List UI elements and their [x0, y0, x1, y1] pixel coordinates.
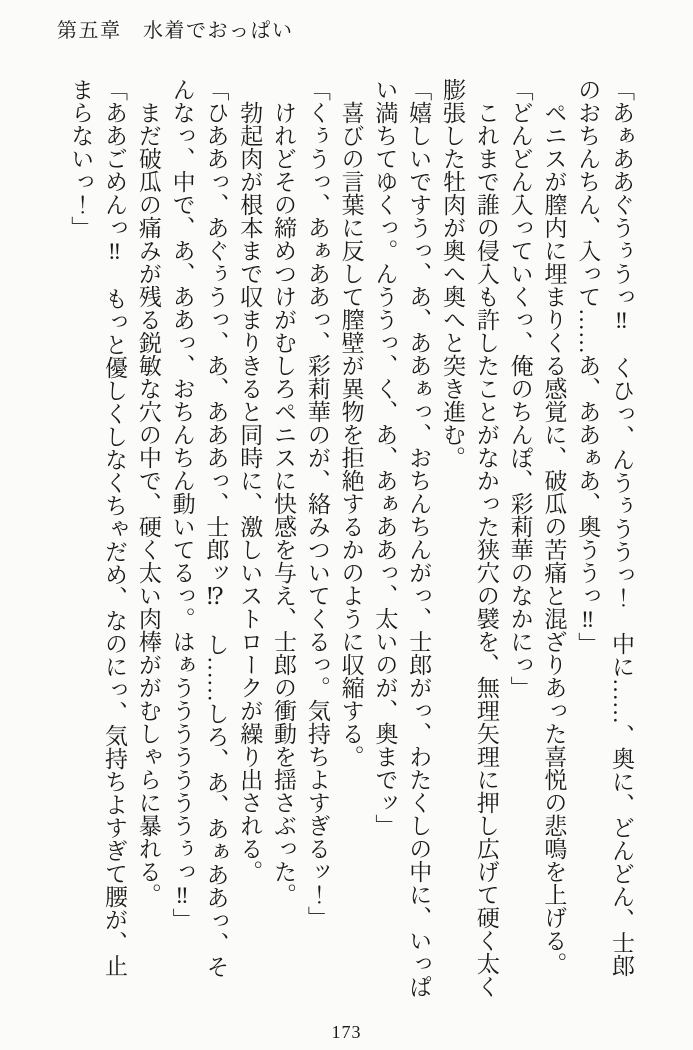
paragraph-narration: ペニスが膣内に埋まりくる感覚に、破瓜の苦痛と混ざりあった喜悦の悲鳴を上げる。 [541, 101, 567, 975]
paragraph-dialogue: 「ああごめんっ‼ もっと優しくしなくちゃだめ、なのにっ、気持ちよすぎて腰が、止まらないっ！」 [68, 78, 128, 977]
paragraph-dialogue: 「嬉しいですうっ、あ、ああぁっ、おちんちんがっ、士郎がっ、わたくしの中に、いっぱい満ちてゆくっ。んううっ、く、あ、あぁああっ、太いのが、奥までッ」 [372, 78, 432, 998]
paragraph-narration: 喜びの言葉に反して膣壁が異物を拒絶するかのように収縮する。 [338, 101, 364, 768]
chapter-header: 第五章 水着でおっぱい [57, 20, 294, 42]
paragraph-narration: けれどその締めつけがむしろペニスに快感を与え、士郎の衝動を揺さぶった。 [271, 101, 297, 906]
paragraph-dialogue: 「ひああっ、あぐぅうっ、あ、あああっ、士郎ッ⁉ し……しろ、あ、あぁああっ、そんなっ、中で、あ、ああっ、おちんちん動いてるっ。はぁうううううううぅっ‼」 [169, 78, 229, 978]
body-text [62, 78, 638, 999]
paragraph-narration: これまで誰の侵入も許したことがなかった狭穴の襞を、無理矢理に押し広げて硬く太く膨張した牡肉が奥へ奥へと突き進む。 [440, 78, 499, 998]
paragraph-dialogue: 「くぅうっ、あぁああっ、彩莉華のが、絡みついてくるっ。気持ちよすぎるッ！」 [304, 78, 330, 929]
paragraph-dialogue: 「あぁああぐうぅうっ‼ くひっ、んうぅううっ！ 中に……、奥に、どんどん、士郎のおちんちん、入って……あ、ああぁあ、奥ううっ‼」 [575, 78, 634, 977]
paragraph-dialogue: 「どんどん入っていくっ、俺のちんぽ、彩莉華のなかにっ」 [507, 78, 533, 699]
page-number: 173 [331, 1022, 362, 1042]
paragraph-narration: まだ破瓜の痛みが残る鋭敏な穴の中で、硬く太い肉棒ががむしゃらに暴れる。 [135, 101, 161, 906]
paragraph-narration: 勃起肉が根本まで収まりきると同時に、激しいストロークが繰り出される。 [237, 101, 263, 883]
